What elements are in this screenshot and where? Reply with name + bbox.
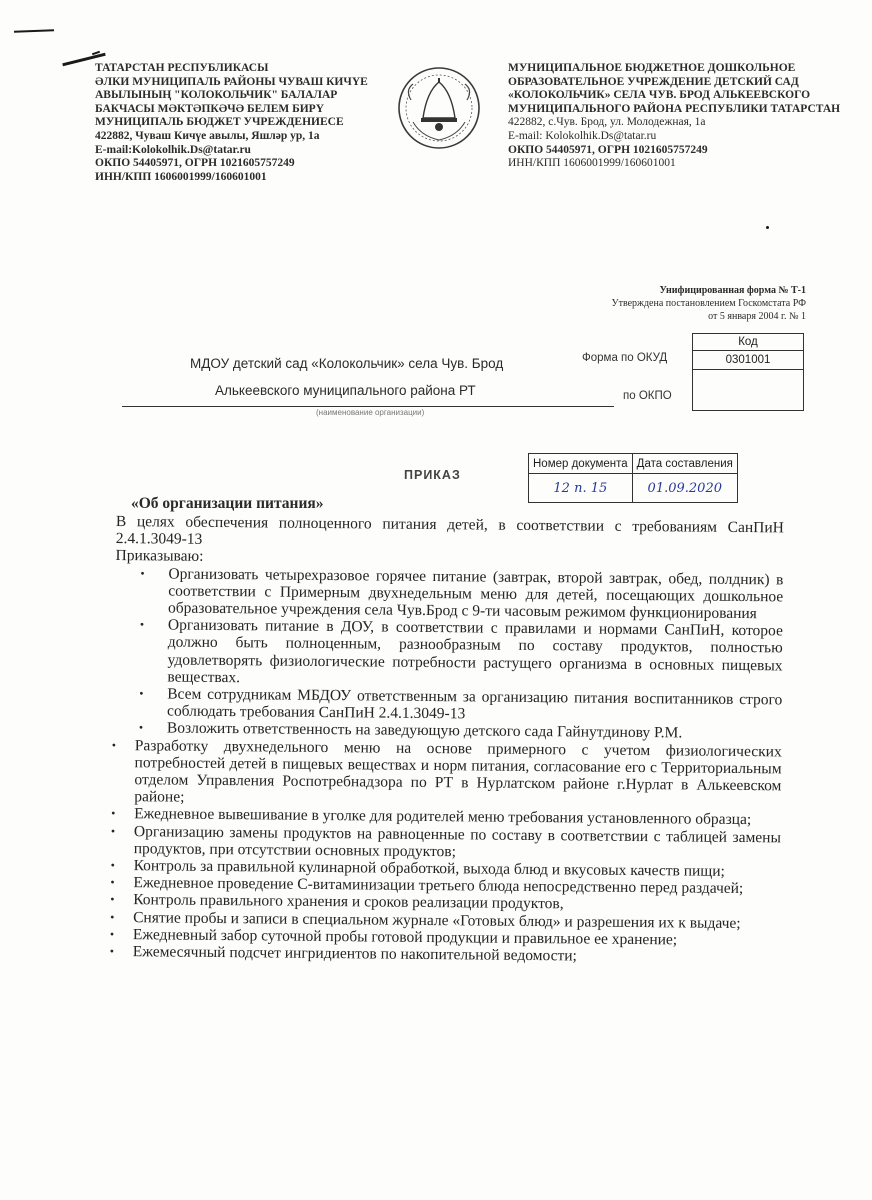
codes-header: Код: [693, 334, 804, 351]
order-item: • Организовать четырехразовое горячее питание (завтрак, второй завтрак, обед, полдник) в соответствии с Примерным двухнедельным меню для детей, посещающих дошкольное образовательное учреждения села Чув.Брод с 9-ти часовым режимом функционирования: [115, 565, 783, 623]
scan-dot: [766, 226, 769, 229]
duty-item: • Разработку двухнедельного меню на основе примерного с учетом физиологических потребностей детей в пищевых веществах и норм питания, согласование его с Территориальным отделом Управления Роспотребнадзора по РТ в Нурлатском районе г.Нурлат в Алькеевском районе;: [113, 737, 782, 812]
intro-paragraph: В целях обеспечения полноценного питания детей, в соответствии с требованиям СанПиН 2.4.1.3049-13: [115, 513, 784, 549]
header-left-line: ӘЛКИ МУНИЦИПАЛЬ РАЙОНЫ ЧУВАШ КИЧҮЕ: [95, 75, 368, 88]
kindergarten-emblem-icon: [391, 60, 487, 156]
order-item: • Всем сотрудникам МБДОУ ответственным за организацию питания воспитанников строго соблюдать требования СанПиН 2.4.1.3049-13: [114, 685, 782, 726]
duty-item: • Ежедневное проведение С-витаминизации третьего блюда непосредственно перед раздачей;: [112, 874, 780, 898]
okpo-value: [693, 370, 804, 411]
header-left-line: ОКПО 54405971, ОГРН 1021605757249: [95, 157, 295, 170]
order-word: Приказываю:: [115, 547, 204, 566]
scan-mark: [14, 29, 54, 32]
header-right-line: ИНН/КПП 1606001999/160601001: [508, 157, 676, 170]
duty-item: • Ежемесячный подсчет ингридиентов по накопительной ведомости;: [112, 943, 780, 967]
order-item: • Возложить ответственность на заведующую детского сада Гайнутдинову Р.М.: [114, 719, 782, 743]
order-topic: «Об организации питания»: [131, 495, 324, 512]
order-item: • Организовать питание в ДОУ, в соответствии с правилами и нормами СанПиН, которое должно быть полноценным, разнообразным по составу продуктов, полностью удовлетворять физиологические потребности растущего организма в основных пищевых веществах.: [114, 616, 783, 691]
header-left-line: ИНН/КПП 1606001999/160601001: [95, 170, 267, 183]
duty-item: • Ежедневный забор суточной пробы готовой продукции и правильное ее хранение;: [112, 926, 780, 950]
duty-item: • Ежедневное вывешивание в уголке для родителей меню требования установленного образца;: [113, 805, 781, 829]
okud-label: Форма по ОКУД: [582, 352, 668, 364]
document-number-table: [528, 453, 738, 503]
organization-caption: (наименование организации): [316, 408, 425, 417]
okud-value: 0301001: [693, 351, 804, 370]
order-body: [112, 513, 784, 967]
form-date: от 5 января 2004 г. № 1: [708, 311, 806, 322]
header-left-line: АВЫЛЫНЫҢ "КОЛОКОЛЬЧИК" БАЛАЛАР: [95, 89, 338, 102]
organization-name-line1: МДОУ детский сад «Колокольчик» села Чув. Брод: [190, 356, 504, 371]
codes-table: [692, 333, 804, 411]
duty-item: • Организацию замены продуктов на равноценные по составу в соответствии с таблицей замены продуктов, при отсутствии основных продуктов;: [113, 823, 781, 864]
header-left-line: ТАТАРСТАН РЕСПУБЛИКАСЫ: [95, 62, 269, 74]
header-left-block: [95, 62, 368, 184]
document-title: ПРИКАЗ: [404, 468, 461, 482]
unified-form-info: [612, 284, 807, 323]
header-right-line: МУНИЦИПАЛЬНОГО РАЙОНА РЕСПУБЛИКИ ТАТАРСТАН: [508, 102, 841, 115]
header-right-line: ОБРАЗОВАТЕЛЬНОЕ УЧРЕЖДЕНИЕ ДЕТСКИЙ САД: [508, 75, 799, 88]
duty-item: • Контроль правильного хранения и сроков реализации продуктов,: [112, 891, 780, 915]
header-right-line: 422882, с.Чув. Брод, ул. Молодежная, 1а: [508, 116, 706, 129]
header-left-line: 422882, Чуваш Кичүе авылы, Яшләр ур, 1а: [95, 129, 320, 142]
header-right-block: [508, 62, 840, 171]
header-right-line: «КОЛОКОЛЬЧИК» СЕЛА ЧУВ. БРОД АЛЬКЕЕВСКОГО: [508, 89, 811, 102]
form-approved: Утверждена постановлением Госкомстата РФ: [611, 298, 806, 309]
header-right-line: ОКПО 54405971, ОГРН 1021605757249: [508, 143, 708, 156]
doc-date-label: Дата составления: [632, 454, 737, 474]
doc-number-label: Номер документа: [529, 454, 633, 474]
form-title: Унифицированная форма № Т-1: [659, 285, 806, 296]
header-right-line: E-mail: Kolokolhik.Ds@tatar.ru: [508, 129, 657, 142]
okpo-label: по ОКПО: [623, 390, 672, 402]
duties-list: [112, 737, 782, 967]
doc-number-value: 12 п. 15: [529, 474, 633, 503]
duty-item: • Снятие пробы и записи в специальном журнале «Готовых блюд» и разрешения их к выдаче;: [112, 909, 780, 933]
organization-name-line2: Алькеевского муниципального района РТ: [215, 383, 476, 398]
header-left-line: E-mail:Kolokolhik.Ds@tatar.ru: [95, 143, 251, 156]
organization-underline: [122, 406, 614, 407]
doc-date-value: 01.09.2020: [632, 474, 737, 503]
duty-item: • Контроль за правильной кулинарной обработкой, выхода блюд и вкусовых качеств пищи;: [113, 857, 781, 881]
header-right-line: МУНИЦИПАЛЬНОЕ БЮДЖЕТНОЕ ДОШКОЛЬНОЕ: [508, 62, 796, 74]
header-left-line: БАКЧАСЫ МӘКТӘПКӘЧӘ БЕЛЕМ БИРҮ: [95, 102, 325, 115]
order-items-list: [114, 565, 784, 743]
header-left-line: МУНИЦИПАЛЬ БЮДЖЕТ УЧРЕЖДЕНИЕСЕ: [95, 116, 344, 129]
